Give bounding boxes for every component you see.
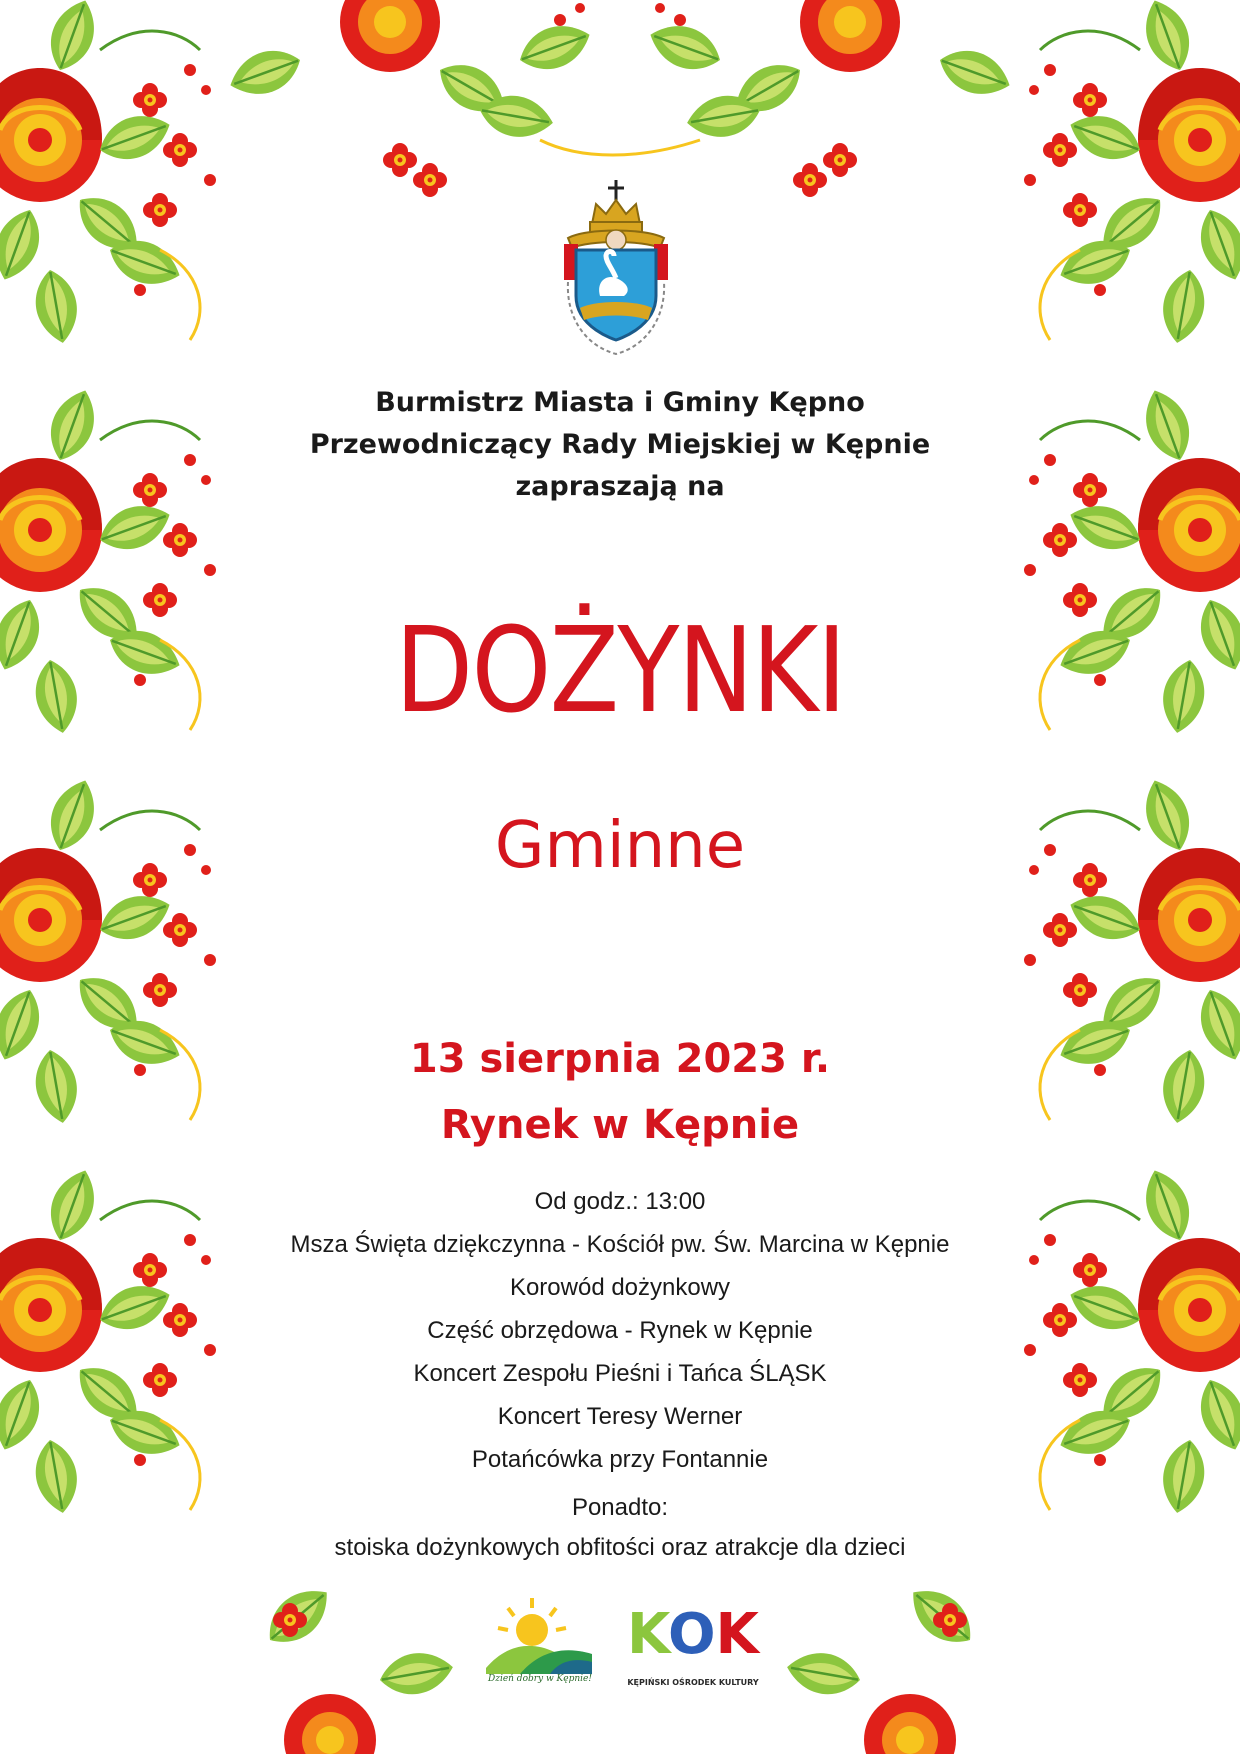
sponsor-logos (480, 1590, 780, 1700)
organizer-line-mayor: Burmistrz Miasta i Gminy Kępno (375, 387, 865, 418)
kok-logo-icon (618, 1600, 768, 1670)
event-title: DOŻYNKI (395, 601, 845, 739)
program-item: Od godz.: 13:00 (534, 1188, 706, 1215)
kok-letter-k2: K (715, 1602, 759, 1667)
extra-heading: Ponadto: (571, 1494, 669, 1521)
program-item: Część obrzędowa - Rynek w Kępnie (427, 1317, 813, 1344)
kok-letter-k1: K (627, 1602, 668, 1667)
event-date: 13 sierpnia 2023 r. (409, 1036, 831, 1082)
kok-name: KĘPIŃSKI OŚRODEK KULTURY (627, 1678, 759, 1687)
program-item: Koncert Teresy Werner (497, 1403, 743, 1430)
extra-text: stoiska dożynkowych obfitości oraz atrakcje dla dzieci (334, 1534, 906, 1561)
extra-block (220, 1488, 1020, 1568)
organizer-line-council: Przewodniczący Rady Miejskiej w Kępnie (309, 429, 931, 460)
town-slogan: Dzień dobry w Kępnie! (487, 1674, 592, 1684)
program-item: Korowód dożynkowy (509, 1274, 731, 1301)
program-item: Koncert Zespołu Pieśni i Tańca ŚLĄSK (413, 1360, 827, 1387)
program-item: Msza Święta dziękczynna - Kościół pw. Św. Marcina w Kępnie (290, 1231, 950, 1258)
event-subtitle: Gminne (494, 809, 746, 883)
program-list (220, 1180, 1020, 1481)
date-place-block (240, 1026, 1000, 1158)
organizers-block (240, 382, 1000, 508)
program-item: Potańcówka przy Fontannie (471, 1446, 769, 1473)
kepno-coat-of-arms-icon (556, 178, 676, 358)
kok-letter-o: O (667, 1602, 716, 1667)
event-place: Rynek w Kępnie (440, 1102, 800, 1148)
invite-line: zapraszają na (515, 471, 725, 502)
